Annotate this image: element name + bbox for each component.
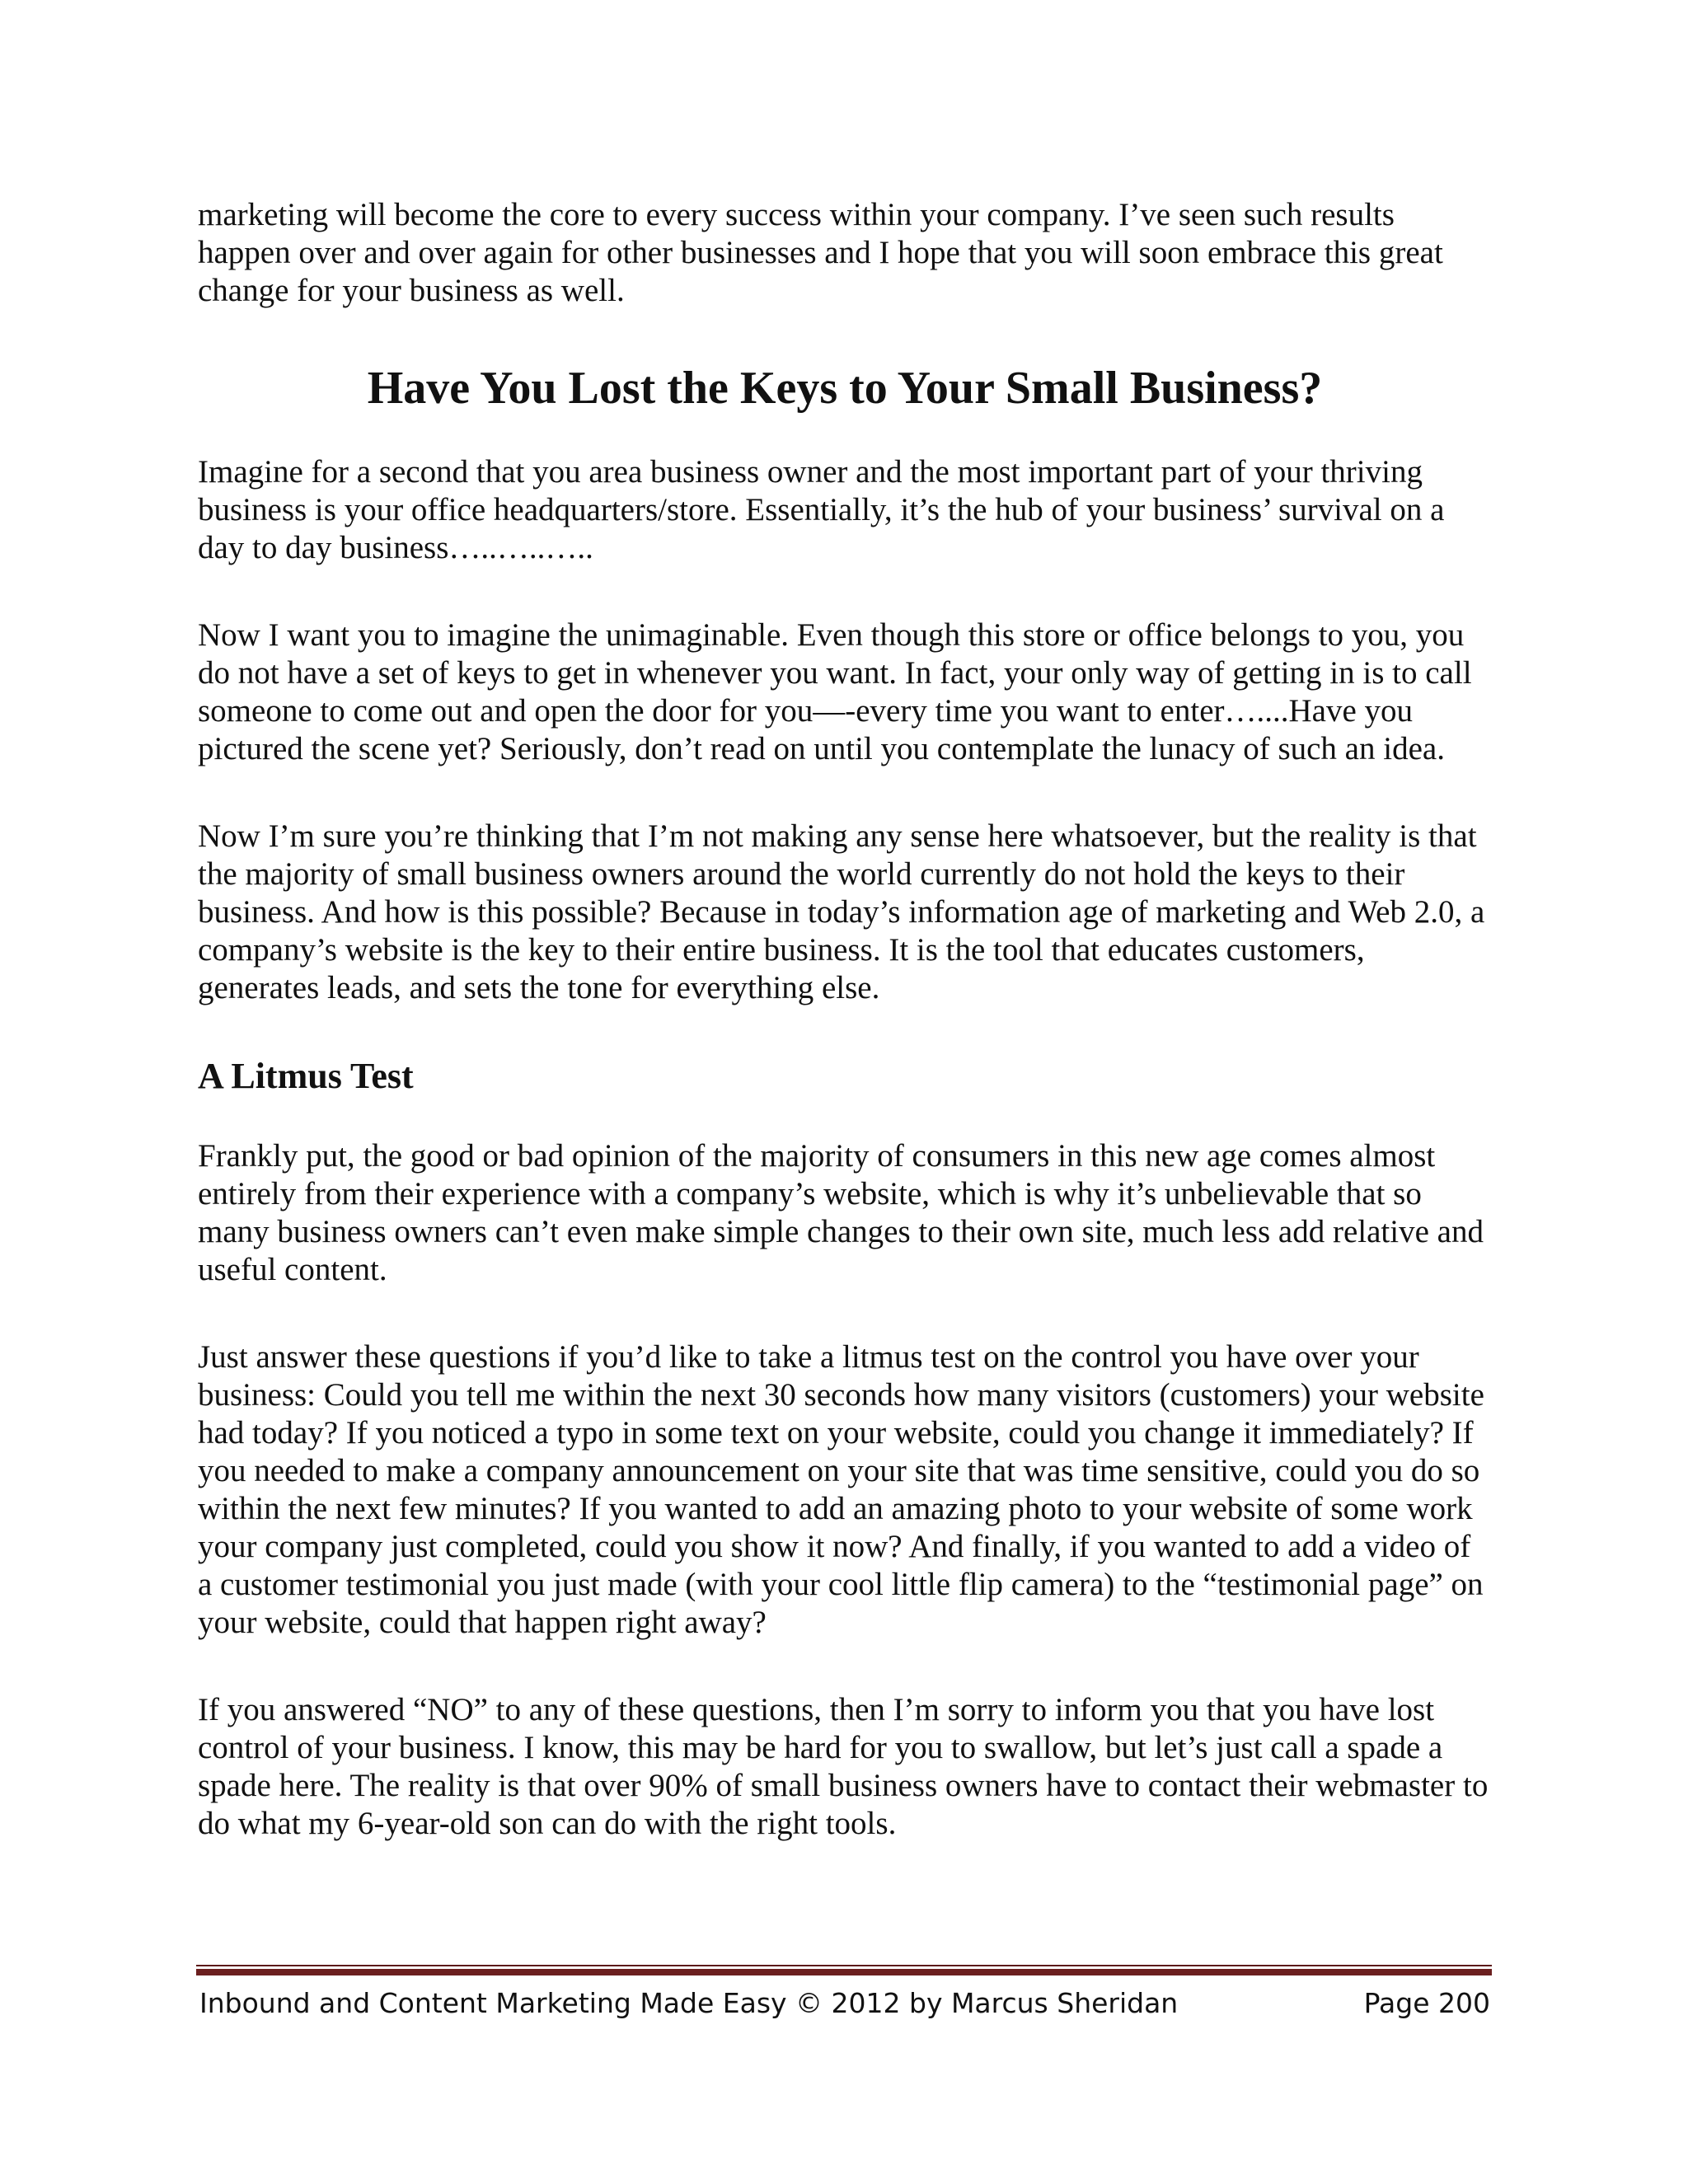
paragraph: Imagine for a second that you area business owner and the most important part of your thriving business is your office headquarters/store. Essentially, it’s the hub of your business’ survival on a day to day business…..…..….. xyxy=(198,454,1445,565)
sub-heading: A Litmus Test xyxy=(198,1056,414,1096)
main-heading: Have You Lost the Keys to Your Small Business? xyxy=(367,363,1323,414)
paragraph: Now I want you to imagine the unimaginable. Even though this store or office belongs to you, you do not have a set of keys to get in whenever you want. In fact, your only way of getting in is to call someone to come out and open the door for you—-every time you want to enter…....Have you pictured the scene yet? Seriously, don’t read on until you contemplate the lunacy of such an idea. xyxy=(198,617,1472,766)
intro-paragraph: marketing will become the core to every success within your company. I’ve seen such results happen over and over again for other businesses and I hope that you will soon embrace this great change for your business as well. xyxy=(198,197,1443,308)
footer-book-credit: Inbound and Content Marketing Made Easy © 2012 by Marcus Sheridan xyxy=(199,1987,1179,2019)
footer-rule-thick xyxy=(196,1969,1492,1975)
paragraph: Frankly put, the good or bad opinion of the majority of consumers in this new age comes almost entirely from their experience with a company’s website, which is why it’s unbelievable that so many business owners can’t even make simple changes to their own site, much less add relative and useful content. xyxy=(198,1138,1484,1287)
paragraph: Now I’m sure you’re thinking that I’m not making any sense here whatsoever, but the reality is that the majority of small business owners around the world currently do not hold the keys to their business. And how is this possible? Because in today’s information age of marketing and Web 2.0, a company’s website is the key to their entire business. It is the tool that educates customers, generates leads, and sets the tone for everything else. xyxy=(198,818,1485,1005)
paragraph: If you answered “NO” to any of these questions, then I’m sorry to inform you that you have lost control of your business. I know, this may be hard for you to swallow, but let’s just call a spade a spade here. The reality is that over 90% of small business owners have to contact their webmaster to do what my 6-year-old son can do with the right tools. xyxy=(198,1692,1489,1841)
paragraph: Just answer these questions if you’d like to take a litmus test on the control you have over your business: Could you tell me within the next 30 seconds how many visitors (customers) your website had today? If you noticed a typo in some text on your website, could you change it immediately? If you needed to make a company announcement on your site that was time sensitive, could you do so within the next few minutes? If you wanted to add an amazing photo to your website of some work your company just completed, could you show it now? And finally, if you wanted to add a video of a customer testimonial you just made (with your cool little flip camera) to the “testimonial page” on your website, could that happen right away? xyxy=(198,1339,1484,1640)
page-body xyxy=(198,196,1492,1843)
footer-rule-thin xyxy=(196,1965,1492,1966)
footer-page-number: Page 200 xyxy=(1363,1987,1490,2019)
page-footer xyxy=(199,1983,1490,2024)
